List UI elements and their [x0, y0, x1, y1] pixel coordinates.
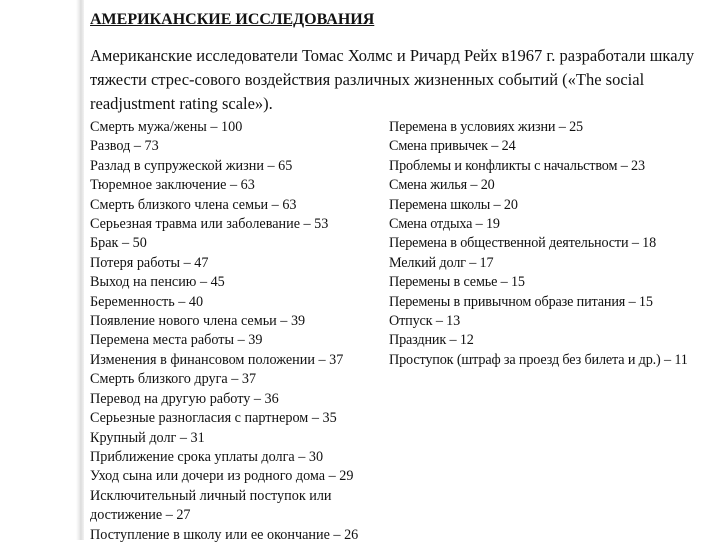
- list-item: Смерть мужа/жены – 100: [90, 119, 243, 135]
- list-item: Перемена в общественной деятельности – 18: [389, 235, 657, 252]
- slide-content: [90, 10, 715, 543]
- list-item: Изменения в финансовом положении – 37: [90, 351, 344, 368]
- list-item: Проступок (штраф за проезд без билета и др.) – 11: [389, 351, 688, 368]
- list-item: Серьезные разногласия с партнером – 35: [90, 410, 337, 427]
- list-item: Серьезная травма или заболевание – 53: [90, 216, 329, 233]
- life-events-list-right: [389, 118, 715, 370]
- list-item: Смерть близкого друга – 37: [90, 371, 257, 388]
- list-item: Отпуск – 13: [389, 313, 461, 330]
- list-item: Смена жилья – 20: [389, 177, 495, 194]
- list-item: Исключительный личный поступок или достижение – 27: [90, 487, 332, 524]
- list-item: Уход сына или дочери из родного дома – 29: [90, 468, 354, 485]
- list-item: Поступление в школу или ее окончание – 26: [90, 526, 359, 543]
- list-item: Перемена в условиях жизни – 25: [389, 119, 583, 135]
- list-item: Проблемы и конфликты с начальством – 23: [389, 157, 645, 174]
- slide-title: АМЕРИКАНСКИЕ ИССЛЕДОВАНИЯ: [90, 11, 375, 28]
- intro-paragraph: Американские исследователи Томас Холмс и Ричард Рейх в1967 г. разработали шкалу тяжести стрес-сового воздействия различных жизненных событий («The social readjustment rating scale»).: [90, 46, 695, 113]
- list-item: Мелкий долг – 17: [389, 254, 494, 271]
- list-item: Тюремное заключение – 63: [90, 177, 255, 194]
- list-item: Потеря работы – 47: [90, 254, 209, 271]
- list-item: Перемены в привычном образе питания – 15: [389, 293, 653, 310]
- list-item: Смена привычек – 24: [389, 138, 516, 155]
- list-item: Смерть близкого члена семьи – 63: [90, 196, 297, 213]
- life-events-list-left: [90, 118, 390, 545]
- list-item: Разлад в супружеской жизни – 65: [90, 157, 293, 174]
- list-item: Крупный долг – 31: [90, 429, 205, 446]
- list-item: Беременность – 40: [90, 293, 204, 310]
- list-item: Приближение срока уплаты долга – 30: [90, 448, 324, 465]
- list-item: Перемены в семье – 15: [389, 274, 525, 291]
- list-item: Перемена школы – 20: [389, 196, 518, 213]
- list-item: Брак – 50: [90, 235, 147, 252]
- list-item: Выход на пенсию – 45: [90, 274, 225, 291]
- list-item: Перемена места работы – 39: [90, 332, 263, 349]
- list-item: Развод – 73: [90, 138, 159, 155]
- decorative-shadow-bar: [76, 0, 84, 540]
- list-item: Перевод на другую работу – 36: [90, 390, 279, 407]
- list-item: Смена отдыха – 19: [389, 216, 500, 233]
- list-item: Появление нового члена семьи – 39: [90, 313, 306, 330]
- list-item: Праздник – 12: [389, 332, 474, 349]
